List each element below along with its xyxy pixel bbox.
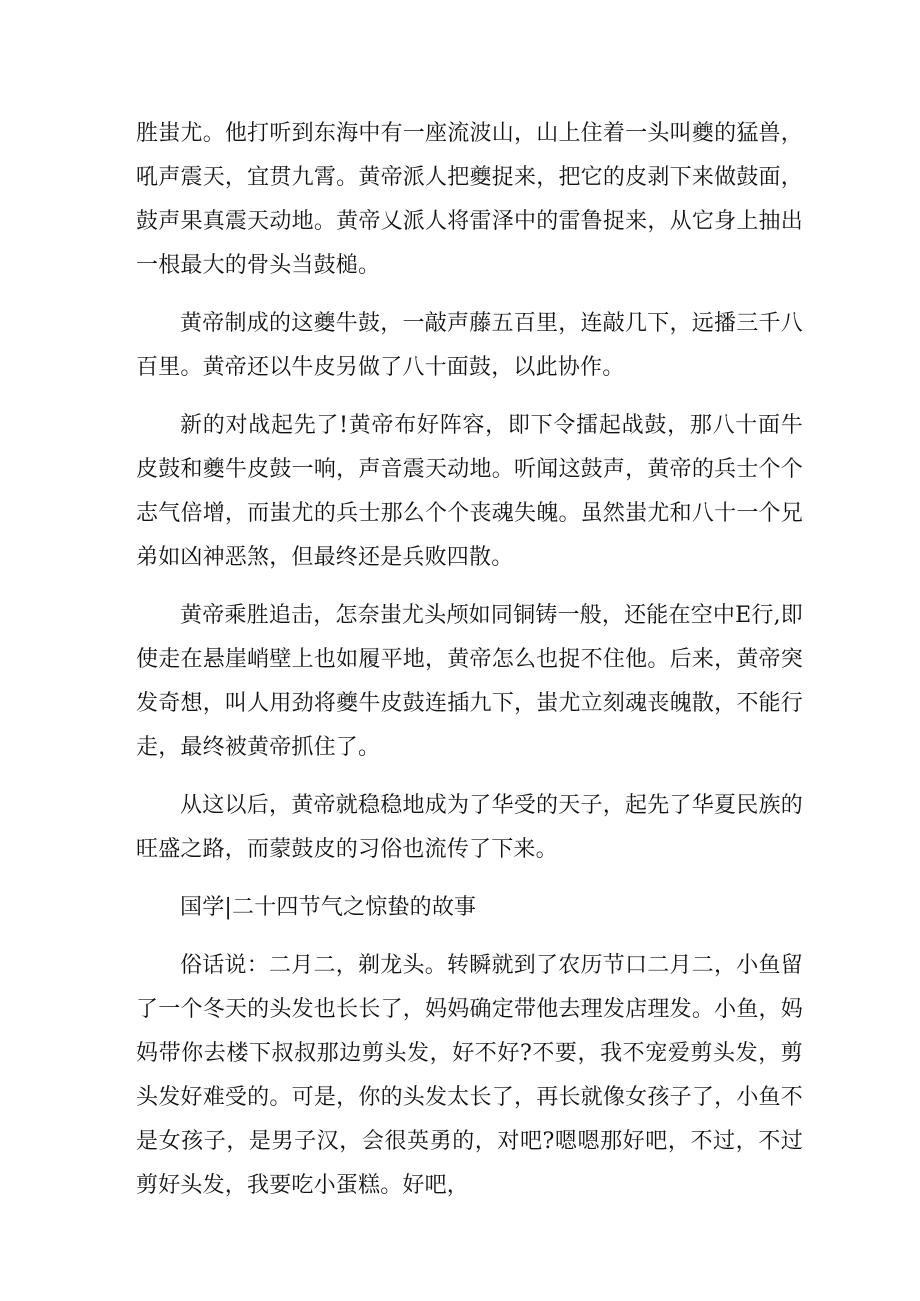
paragraph-pursuit: 黄帝乘胜追击，怎奈蚩尤头颅如同铜铸一般，还能在空中E行,即使走在悬崖峭壁上也如履平地，黄帝怎么也捉不住他。后来，黄帝突发奇想，叫人用劲将夔牛皮鼓连插九下，蚩尤立刻魂丧魄散，不能行走，最终被黄帝抓住了。	[136, 603, 803, 760]
paragraph-kuiniu-drum: 黄帝制成的这夔牛鼓，一敲声藤五百里，连敲几下，远播三千八百里。黄帝还以牛皮另做了八十面鼓，以此协作。	[136, 311, 803, 380]
paragraph-conclusion: 从这以后，黄帝就稳稳地成为了华受的天子，起先了华夏民族的旺盛之路，而蒙鼓皮的习俗也流传了下来。	[136, 793, 803, 862]
section-heading: 国学|二十四节气之惊蛰的故事	[180, 895, 477, 920]
paragraph-continuation: 胜蚩尤。他打听到东海中有一座流波山，山上住着一头叫夔的猛兽，吼声震天，宜贯九霄。黄帝派人把夔捉来，把它的皮剥下来做鼓面，鼓声果真震天动地。黄帝乂派人将雷泽中的雷鲁捉来，从它身上抽出一根最大的骨头当鼓槌。	[136, 121, 803, 278]
paragraph-story-intro: 俗话说：二月二，剃龙头。转瞬就到了农历节口二月二，小鱼留了一个冬天的头发也长长了，妈妈确定带他去理发店理发。小鱼，妈妈带你去楼下叔叔那边剪头发，好不好?不要，我不宠爱剪头发，剪头发好难受的。可是，你的头发太长了，再长就像女孩子了，小鱼不是女孩子，是男子汉，会很英勇的，对吧?嗯嗯那好吧，不过，不过剪好头发，我要吃小蛋糕。好吧，	[136, 953, 803, 1198]
paragraph-new-battle: 新的对战起先了!黄帝布好阵容，即下令擂起战鼓，那八十面牛皮鼓和夔牛皮鼓一响，声音震天动地。听闻这鼓声，黄帝的兵士个个志气倍增，而蚩尤的兵士那么个个丧魂失魄。虽然蚩尤和八十一个兄弟如凶神恶煞，但最终还是兵败四散。	[136, 413, 803, 570]
document-body	[136, 112, 803, 1222]
